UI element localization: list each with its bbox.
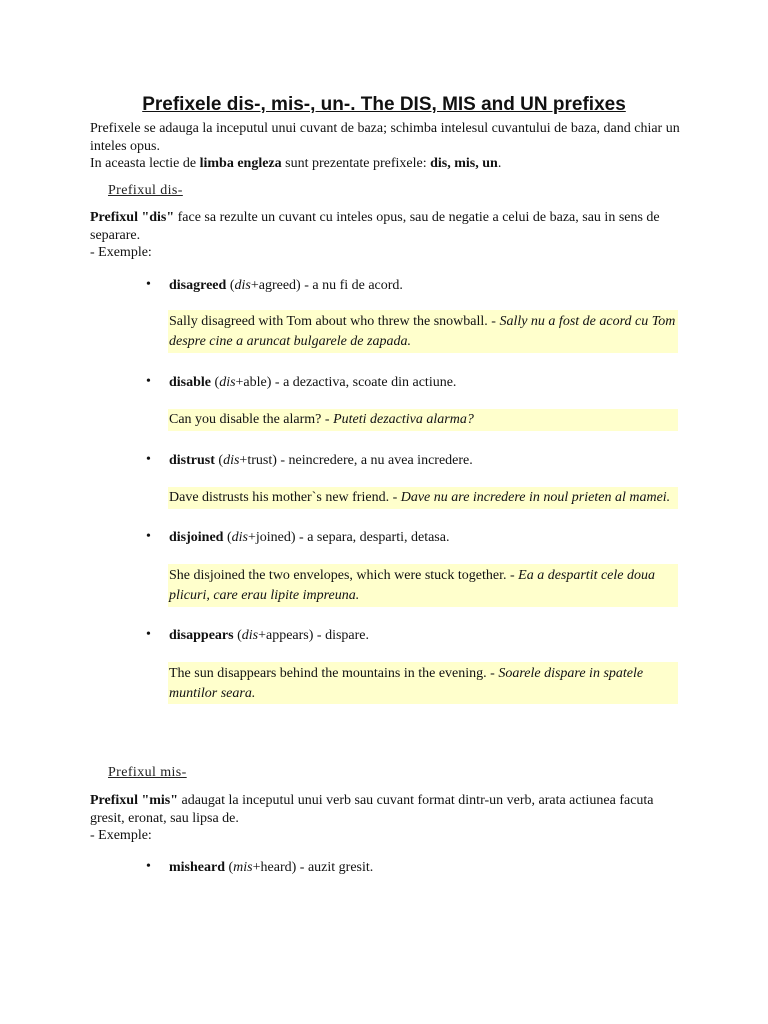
intro-line2-mid: sunt prezentate prefixele: (281, 156, 431, 171)
intro-paragraph (90, 120, 680, 173)
example-box (168, 409, 678, 431)
term: disable (169, 375, 212, 390)
example-romanian: Soarele dispare in spatele muntilor seara. (169, 666, 644, 701)
term-base: +heard) (252, 860, 297, 875)
bullet-icon: • (146, 627, 151, 642)
intro-line2-pre: In aceasta lectie de (90, 156, 200, 171)
example-box (168, 487, 678, 509)
term-meaning: - a dezactiva, scoate din actiune. (271, 375, 457, 390)
example-english: Sally disagreed with Tom about who threw the snowball. - (169, 314, 500, 329)
bullet-icon: • (146, 277, 151, 292)
example-box (168, 564, 678, 607)
term-base: +agreed) (250, 278, 301, 293)
bullet-icon: • (146, 374, 151, 389)
mis-description (90, 792, 680, 845)
example-english: Can you disable the alarm? - (169, 412, 334, 427)
mis-examples-label: - Exemple: (90, 828, 152, 843)
term-base: +appears) (258, 628, 314, 643)
term: disagreed (169, 278, 227, 293)
mis-desc-text: adaugat la inceputul unui verb sau cuvant format dintr-un verb, arata actiunea facuta gresit, eronat, sau lipsa de. (90, 793, 654, 826)
term-meaning: - neincredere, a nu avea incredere. (276, 453, 473, 468)
example-romanian: Dave nu are incredere in noul prieten al mamei. (400, 490, 671, 505)
example-romanian: Ea a despartit cele doua plicuri, care erau lipite impreuna. (169, 568, 656, 603)
term-prefix: dis (241, 628, 259, 643)
section-heading-mis: Prefixul mis- (108, 765, 187, 780)
mis-desc-bold: Prefixul "mis" (90, 793, 178, 808)
term-base: +joined) (247, 530, 296, 545)
term-meaning: - dispare. (313, 628, 369, 643)
term: distrust (169, 453, 215, 468)
bullet-icon: • (146, 529, 151, 544)
example-english: She disjoined the two envelopes, which were stuck together. - (169, 568, 519, 583)
intro-line1: Prefixele se adauga la inceputul unui cuvant de baza; schimba intelesul cuvantului de baza, dand chiar un inteles opus. (90, 121, 680, 154)
term-base: +able) (235, 375, 272, 390)
dis-desc-text: face sa rezulte un cuvant cu inteles opus, sau de negatie a celui de baza, sau in sens de separare. (90, 210, 660, 243)
term-prefix: mis (233, 860, 253, 875)
dis-desc-bold: Prefixul "dis" (90, 210, 175, 225)
document-page: Prefixele dis-, mis-, un-. The DIS, MIS and UN prefixes Prefixele se adauga la inceputul unui cuvant de baza; schimba intelesul cuvantului de baza, dand chiar un inteles opus. In aceasta lectie de limba engleza sunt prezentate prefixele: dis, mis, un. Prefixul dis- Prefixul "dis" face sa rezulte un cuvant cu inteles opus, sau de negatie a celui de baza, sau in sens de separare. - Exemple: • disagreed (dis+agreed) - a nu fi de acord. Sally disagreed with Tom about who threw the snowball. - Sally nu a fost de acord cu Tom despre cine a aruncat bulgarele de zapada. • disable (dis+able) - a dezactiva, scoate din actiune. Can you disable the alarm? - Puteti dezactiva alarma? • distrust (dis+trust) - neincredere, a nu avea incredere. Dave distrusts his mother`s new friend. - Dave nu are incredere in noul prieten al mamei. • disjoined (dis+joined) - a separa, desparti, detasa. She disjoined the two envelopes, which were stuck together. - Ea a despartit cele doua plicuri, care erau lipite impreuna. • disappears (dis+appears) - dispare. The sun disappears behind the mountains in the evening. - Soarele dispare in spatele muntilor seara. Prefixul mis- Prefixul "mis" adaugat la inceputul unui verb sau cuvant format dintr-un verb, arata actiunea facuta gresit, eronat, sau lipsa de. - Exemple: • misheard (mis+heard) - auzit gresit. (0, 0, 768, 1024)
bullet-icon: • (146, 452, 151, 467)
example-box (168, 310, 678, 353)
bullet-icon: • (146, 859, 151, 874)
example-romanian: Sally nu a fost de acord cu Tom despre cine a aruncat bulgarele de zapada. (169, 314, 676, 349)
term-meaning: - a nu fi de acord. (300, 278, 403, 293)
term: misheard (169, 860, 225, 875)
term-prefix: dis (223, 453, 240, 468)
example-english: Dave distrusts his mother`s new friend. - (169, 490, 401, 505)
dis-description (90, 209, 680, 262)
term-base: +trust) (239, 453, 277, 468)
term-prefix: dis (234, 278, 251, 293)
term-meaning: - auzit gresit. (296, 860, 374, 875)
page-title: Prefixele dis-, mis-, un-. The DIS, MIS and UN prefixes (142, 94, 626, 115)
example-box (168, 662, 678, 704)
term-meaning: - a separa, desparti, detasa. (295, 530, 450, 545)
example-english: The sun disappears behind the mountains in the evening. - (169, 666, 499, 681)
dis-examples-label: - Exemple: (90, 245, 152, 260)
intro-line2-bold: limba engleza (199, 156, 282, 171)
term: disjoined (169, 530, 224, 545)
term-prefix: dis (219, 375, 236, 390)
intro-line2-bold2: dis, mis, un (430, 156, 498, 171)
example-romanian: Puteti dezactiva alarma? (333, 412, 474, 427)
term-prefix: dis (231, 530, 248, 545)
intro-line2-end: . (497, 156, 502, 171)
term: disappears (169, 628, 234, 643)
section-heading-dis: Prefixul dis- (108, 183, 183, 198)
